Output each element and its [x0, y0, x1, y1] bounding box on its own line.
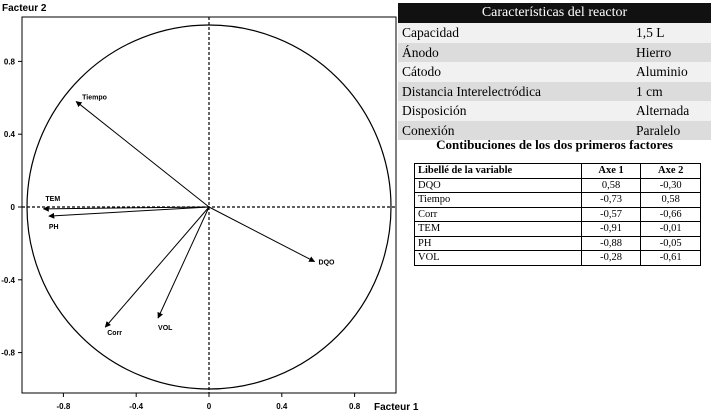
- loading-arrow-dqo: [209, 207, 315, 262]
- factor-contributions-table: [414, 163, 701, 266]
- table-row: [415, 222, 701, 237]
- variable-cell: TEM: [415, 222, 582, 237]
- x-tick-label: 0: [206, 402, 212, 411]
- axe1-cell: 0,58: [581, 178, 641, 193]
- axe2-cell: 0,58: [641, 193, 701, 208]
- reactor-row-label: Distancia Interelectródica: [398, 82, 636, 102]
- variable-cell: PH: [415, 236, 582, 251]
- variable-label-corr: Corr: [107, 330, 123, 338]
- axe1-cell: -0,88: [581, 236, 641, 251]
- axe2-cell: -0,61: [641, 251, 701, 266]
- axe1-cell: -0,73: [581, 193, 641, 208]
- column-header-axe2: Axe 2: [641, 164, 701, 179]
- reactor-row-label: Capacidad: [398, 23, 636, 43]
- y-axis-title: Facteur 2: [2, 3, 47, 14]
- reactor-row: [398, 23, 711, 43]
- reactor-row: [398, 43, 711, 63]
- table-row: [415, 251, 701, 266]
- x-axis-title: Facteur 1: [374, 402, 419, 413]
- y-tick-label: 0: [10, 203, 15, 212]
- axe1-cell: -0,57: [581, 207, 641, 222]
- reactor-table-title: Características del reactor: [398, 3, 711, 23]
- x-tick-label: -0.4: [129, 402, 144, 411]
- column-header-axe1: Axe 1: [581, 164, 641, 179]
- reactor-row-value: Paralelo: [636, 121, 711, 141]
- contributions-table-title: Contibuciones de los dos primeros factores: [436, 137, 673, 152]
- table-row: [415, 207, 701, 222]
- loading-arrow-tiempo: [76, 101, 209, 207]
- reactor-row-value: 1,5 L: [636, 23, 711, 43]
- variable-cell: Corr: [415, 207, 582, 222]
- reactor-row-value: Aluminio: [636, 62, 711, 82]
- y-tick-label: 0.8: [3, 57, 15, 67]
- axe2-cell: -0,66: [641, 207, 701, 222]
- reactor-row: [398, 62, 711, 82]
- y-tick-label: 0.4: [3, 130, 15, 140]
- reactor-row-label: Cátodo: [398, 62, 636, 82]
- column-header-variable: Libellé de la variable: [415, 164, 582, 179]
- variable-label-dqo: DQO: [318, 259, 335, 267]
- table-header-row: [415, 164, 701, 179]
- table-row: [415, 236, 701, 251]
- variable-label-vol: VOL: [158, 325, 173, 333]
- y-tick-label: -0.4: [1, 275, 15, 285]
- variable-label-tem: TEM: [45, 195, 61, 203]
- axe2-cell: -0,01: [641, 222, 701, 237]
- reactor-row-value: Hierro: [636, 43, 711, 63]
- variable-cell: Tiempo: [415, 193, 582, 208]
- reactor-row-value: Alternada: [636, 101, 711, 121]
- reactor-row-label: Disposición: [398, 101, 636, 121]
- reactor-row: [398, 101, 711, 121]
- reactor-row-value: 1 cm: [636, 82, 711, 102]
- variable-label-tiempo: Tiempo: [82, 94, 107, 102]
- reactor-characteristics-table: [398, 3, 711, 140]
- table-row: [415, 193, 701, 208]
- x-tick-label: 0.4: [276, 402, 288, 411]
- y-tick-label: -0.8: [1, 348, 15, 358]
- reactor-row-label: Conexión: [398, 121, 636, 141]
- loading-arrow-corr: [105, 207, 209, 327]
- variable-label-ph: PH: [48, 224, 59, 232]
- reactor-row: [398, 82, 711, 102]
- x-tick-label: -0.8: [56, 402, 71, 411]
- axe2-cell: -0,30: [641, 178, 701, 193]
- axe2-cell: -0,05: [641, 236, 701, 251]
- reactor-row-label: Ánodo: [398, 43, 636, 63]
- variable-cell: VOL: [415, 251, 582, 266]
- x-tick-label: 0.8: [349, 402, 361, 411]
- axe1-cell: -0,91: [581, 222, 641, 237]
- loading-arrow-vol: [158, 207, 209, 318]
- variable-cell: DQO: [415, 178, 582, 193]
- table-row: [415, 178, 701, 193]
- axe1-cell: -0,28: [581, 251, 641, 266]
